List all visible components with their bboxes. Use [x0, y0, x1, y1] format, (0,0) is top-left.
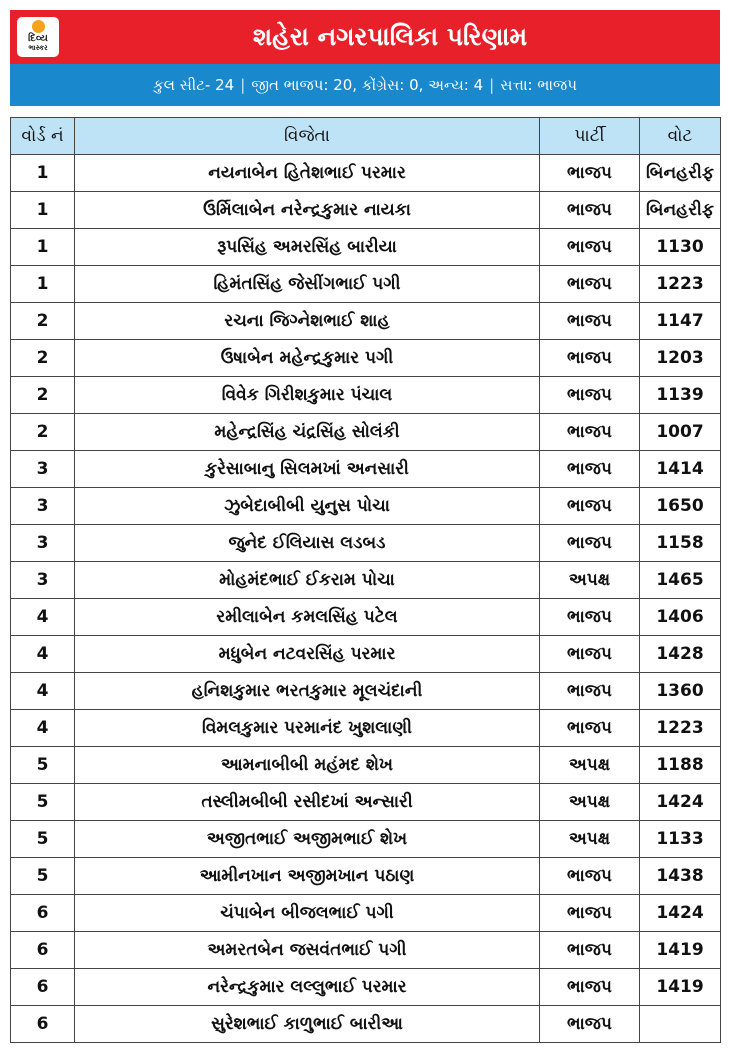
cell-ward: 1	[11, 229, 75, 266]
table-row	[11, 821, 721, 858]
cell-votes: 1139	[640, 377, 721, 414]
cell-winner: મધુબેન નટવરસિંહ પરમાર	[75, 636, 540, 673]
cell-party: ભાજપ	[540, 192, 640, 229]
cell-winner: આમનાબીબી મહંમદ શેખ	[75, 747, 540, 784]
cell-ward: 1	[11, 155, 75, 192]
table-row	[11, 710, 721, 747]
cell-party: અપક્ષ	[540, 747, 640, 784]
cell-winner: ઉર્મિલાબેન નરેન્દ્રકુમાર નાયકા	[75, 192, 540, 229]
cell-ward: 3	[11, 488, 75, 525]
cell-ward: 3	[11, 562, 75, 599]
cell-party: ભાજપ	[540, 636, 640, 673]
cell-party: અપક્ષ	[540, 784, 640, 821]
cell-party: ભાજપ	[540, 229, 640, 266]
cell-votes: 1438	[640, 858, 721, 895]
cell-ward: 5	[11, 858, 75, 895]
cell-ward: 1	[11, 192, 75, 229]
cell-winner: નરેન્દ્રકુમાર લલ્લુભાઈ પરમાર	[75, 969, 540, 1006]
cell-votes: 1203	[640, 340, 721, 377]
cell-winner: ઝુબેદાબીબી યુનુસ પોચા	[75, 488, 540, 525]
cell-winner: કુરેસાબાનુ સિલમખાં અનસારી	[75, 451, 540, 488]
cell-votes: 1147	[640, 303, 721, 340]
header-ward: વોર્ડ નં	[11, 118, 75, 155]
cell-party: ભાજપ	[540, 710, 640, 747]
cell-votes	[640, 1006, 721, 1043]
header-votes: વોટ	[640, 118, 721, 155]
cell-votes: 1133	[640, 821, 721, 858]
page-title: શહેરા નગરપાલિકા પરિણામ	[252, 22, 528, 51]
cell-winner: તસ્લીમબીબી રસીદખાં અન્સારી	[75, 784, 540, 821]
cell-ward: 2	[11, 414, 75, 451]
cell-party: ભાજપ	[540, 895, 640, 932]
table-row	[11, 340, 721, 377]
cell-votes: 1424	[640, 895, 721, 932]
table-row	[11, 414, 721, 451]
table-row	[11, 895, 721, 932]
cell-ward: 1	[11, 266, 75, 303]
cell-ward: 4	[11, 636, 75, 673]
summary-divider: |	[489, 76, 495, 94]
cell-ward: 2	[11, 340, 75, 377]
cell-winner: મોહમંદભાઈ ઈકરામ પોચા	[75, 562, 540, 599]
cell-party: ભાજપ	[540, 266, 640, 303]
table-row	[11, 229, 721, 266]
results-table	[10, 117, 721, 1043]
table-row	[11, 673, 721, 710]
table-header-row	[11, 118, 721, 155]
cell-party: ભાજપ	[540, 599, 640, 636]
cell-ward: 2	[11, 303, 75, 340]
summary-wins: જીત ભાજપ: 20, કોંગ્રેસ: 0, અન્ય: 4	[251, 76, 484, 94]
cell-ward: 5	[11, 784, 75, 821]
table-row	[11, 266, 721, 303]
cell-votes: 1188	[640, 747, 721, 784]
sun-icon	[32, 20, 45, 33]
cell-ward: 6	[11, 932, 75, 969]
cell-ward: 2	[11, 377, 75, 414]
table-row	[11, 155, 721, 192]
cell-party: ભાજપ	[540, 858, 640, 895]
table-row	[11, 1006, 721, 1043]
cell-winner: ઉષાબેન મહેન્દ્રકુમાર પગી	[75, 340, 540, 377]
cell-votes: 1414	[640, 451, 721, 488]
cell-party: ભાજપ	[540, 303, 640, 340]
cell-winner: ચંપાબેન બીજલભાઈ પગી	[75, 895, 540, 932]
table-row	[11, 303, 721, 340]
table-row	[11, 192, 721, 229]
logo-line-1: દિવ્ય	[28, 33, 48, 44]
cell-winner: રમીલાબેન કમલસિંહ પટેલ	[75, 599, 540, 636]
cell-party: ભાજપ	[540, 525, 640, 562]
table-row	[11, 784, 721, 821]
cell-ward: 5	[11, 747, 75, 784]
cell-votes: 1007	[640, 414, 721, 451]
table-row	[11, 747, 721, 784]
table-row	[11, 858, 721, 895]
table-row	[11, 932, 721, 969]
cell-party: ભાજપ	[540, 673, 640, 710]
table-row	[11, 562, 721, 599]
table-row	[11, 525, 721, 562]
cell-party: ભાજપ	[540, 377, 640, 414]
cell-votes: 1158	[640, 525, 721, 562]
table-row	[11, 969, 721, 1006]
cell-votes: 1223	[640, 266, 721, 303]
table-row	[11, 599, 721, 636]
cell-votes: 1424	[640, 784, 721, 821]
cell-votes: બિનહરીફ	[640, 155, 721, 192]
cell-party: ભાજપ	[540, 451, 640, 488]
summary-divider: |	[240, 76, 246, 94]
cell-ward: 6	[11, 895, 75, 932]
cell-winner: અમરતબેન જસવંતભાઈ પગી	[75, 932, 540, 969]
header-party: પાર્ટી	[540, 118, 640, 155]
cell-party: ભાજપ	[540, 1006, 640, 1043]
cell-party: અપક્ષ	[540, 821, 640, 858]
cell-winner: જુનેદ ઈલિયાસ લડબડ	[75, 525, 540, 562]
cell-winner: સુરેશભાઈ કાળુભાઈ બારીઆ	[75, 1006, 540, 1043]
cell-ward: 3	[11, 451, 75, 488]
cell-ward: 5	[11, 821, 75, 858]
title-banner	[10, 10, 720, 64]
cell-ward: 3	[11, 525, 75, 562]
summary-power: સત્તા: ભાજપ	[500, 76, 577, 94]
cell-winner: રચના જિગ્નેશભાઈ શાહ	[75, 303, 540, 340]
cell-winner: નયનાબેન હિતેશભાઈ પરમાર	[75, 155, 540, 192]
cell-winner: વિવેક ગિરીશકુમાર પંચાલ	[75, 377, 540, 414]
cell-winner: મહેન્દ્રસિંહ ચંદ્રસિંહ સોલંકી	[75, 414, 540, 451]
cell-party: ભાજપ	[540, 340, 640, 377]
cell-ward: 6	[11, 969, 75, 1006]
cell-party: અપક્ષ	[540, 562, 640, 599]
cell-ward: 4	[11, 599, 75, 636]
cell-winner: હનિશકુમાર ભરતકુમાર મૂલચંદાની	[75, 673, 540, 710]
cell-winner: રૂપસિંહ અમરસિંહ બારીયા	[75, 229, 540, 266]
cell-votes: 1419	[640, 932, 721, 969]
table-row	[11, 636, 721, 673]
cell-ward: 6	[11, 1006, 75, 1043]
logo-line-2: ભાસ્કર	[28, 44, 48, 52]
cell-votes: 1360	[640, 673, 721, 710]
cell-winner: અજીતભાઈ અજીમભાઈ શેખ	[75, 821, 540, 858]
cell-winner: હિમંતસિંહ જેસીંગભાઈ પગી	[75, 266, 540, 303]
table-row	[11, 488, 721, 525]
header-winner: વિજેતા	[75, 118, 540, 155]
cell-votes: 1419	[640, 969, 721, 1006]
cell-winner: વિમલકુમાર પરમાનંદ ખુશલાણી	[75, 710, 540, 747]
cell-ward: 4	[11, 673, 75, 710]
cell-votes: બિનહરીફ	[640, 192, 721, 229]
cell-ward: 4	[11, 710, 75, 747]
cell-votes: 1130	[640, 229, 721, 266]
cell-winner: આમીનખાન અજીમખાન પઠાણ	[75, 858, 540, 895]
cell-party: ભાજપ	[540, 969, 640, 1006]
cell-party: ભાજપ	[540, 932, 640, 969]
table-row	[11, 377, 721, 414]
cell-votes: 1650	[640, 488, 721, 525]
cell-votes: 1406	[640, 599, 721, 636]
cell-votes: 1465	[640, 562, 721, 599]
divya-bhaskar-logo	[17, 17, 59, 57]
cell-party: ભાજપ	[540, 414, 640, 451]
cell-party: ભાજપ	[540, 155, 640, 192]
summary-bar	[10, 64, 720, 106]
table-row	[11, 451, 721, 488]
cell-votes: 1223	[640, 710, 721, 747]
cell-votes: 1428	[640, 636, 721, 673]
cell-party: ભાજપ	[540, 488, 640, 525]
summary-total-seats: કુલ સીટ- 24	[153, 76, 235, 94]
